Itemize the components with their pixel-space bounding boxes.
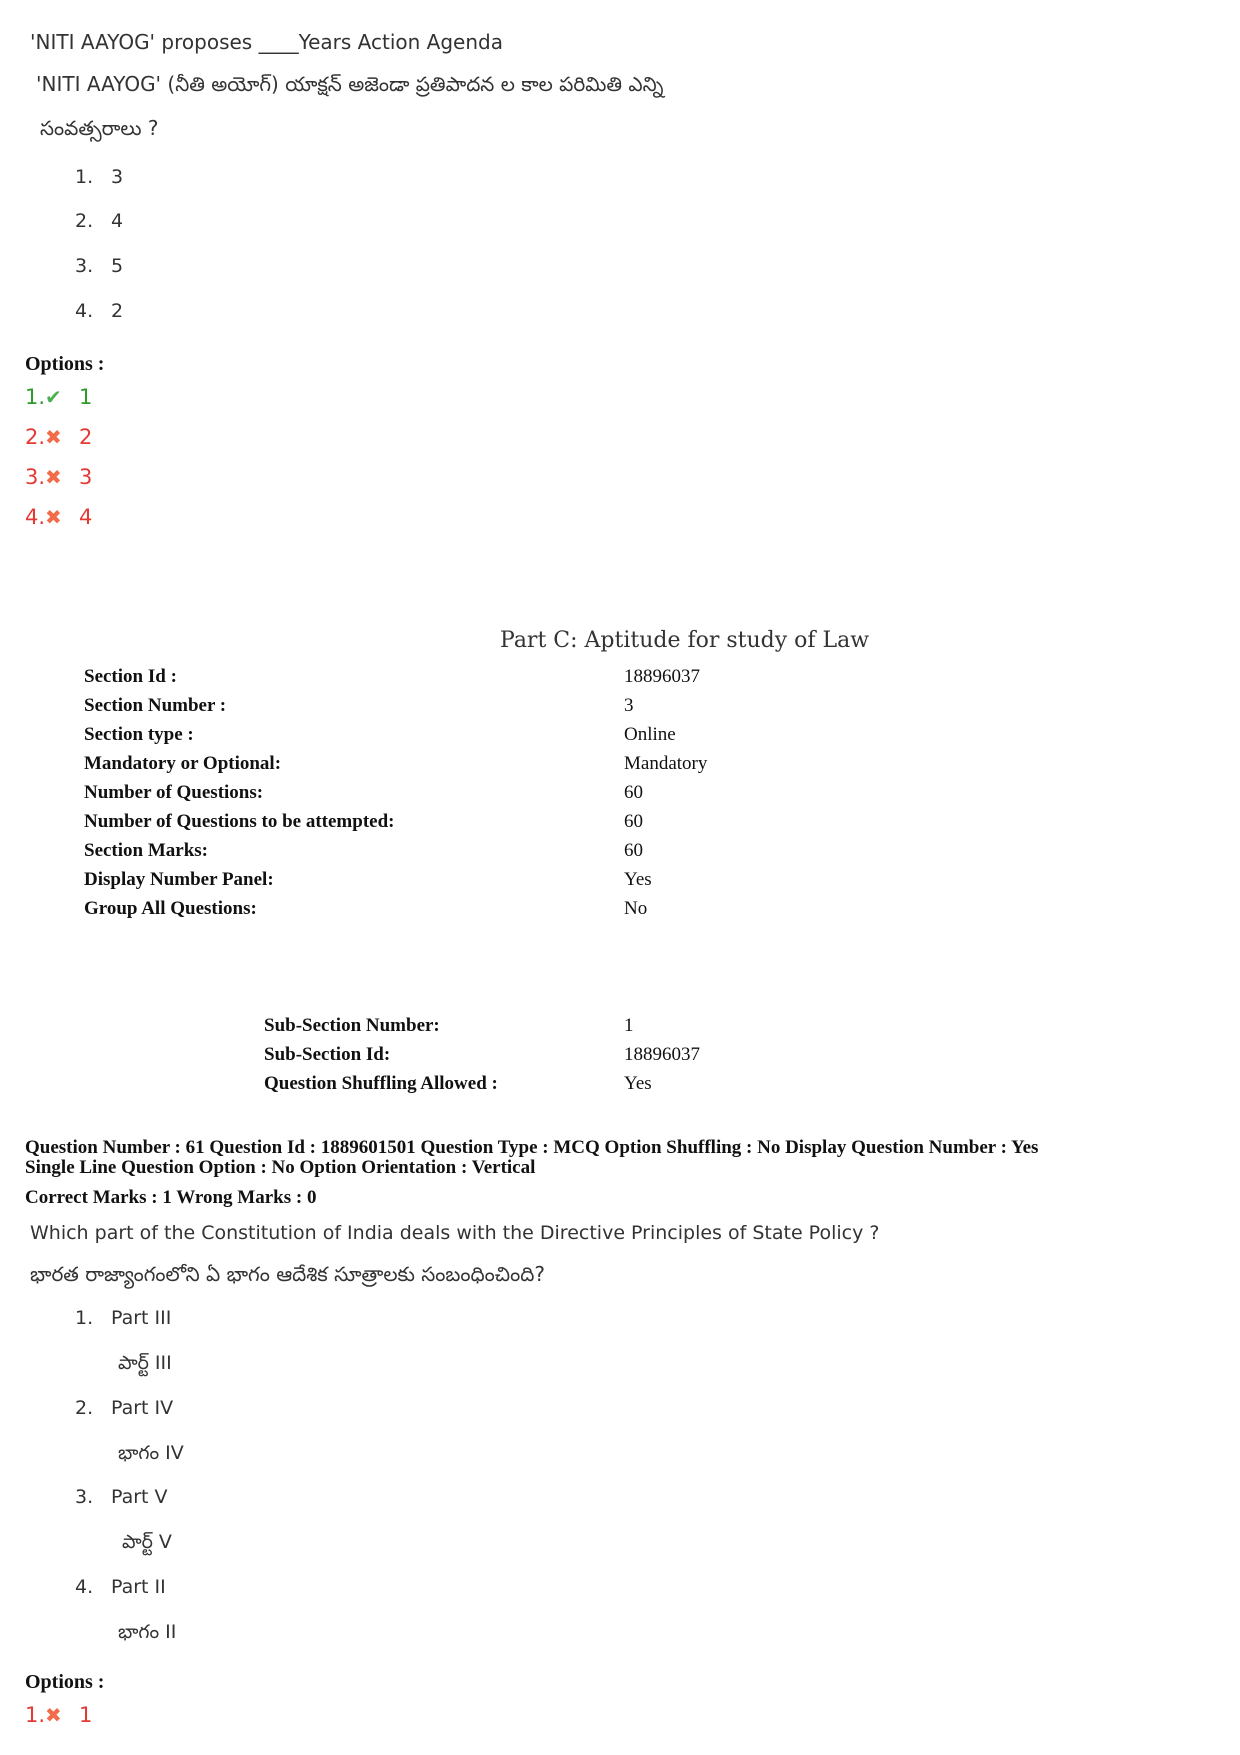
section-row [84, 782, 1084, 811]
q60-english-text: 'NITI AAYOG' proposes ____Years Action Agenda [30, 30, 503, 54]
q60-telugu-line2: సంవత్సరాలు ? [40, 116, 159, 140]
row-key: Sub-Section Id: [264, 1044, 391, 1065]
row-key: Group All Questions: [84, 898, 257, 919]
section-row [84, 869, 1084, 898]
option-value: 4 [79, 505, 93, 529]
row-value: 1 [624, 1015, 634, 1036]
row-key: Mandatory or Optional: [84, 753, 282, 774]
q61-choice-2-telugu: భాగం IV [118, 1442, 184, 1464]
choice-text: 5 [111, 255, 124, 277]
section-title: Part C: Aptitude for study of Law [500, 628, 870, 653]
row-value: 60 [624, 840, 643, 861]
section-info-table [84, 666, 1084, 927]
q61-option-1 [25, 1703, 92, 1727]
section-row [84, 811, 1084, 840]
section-row [84, 695, 1084, 724]
q60-choice-1 [75, 166, 123, 188]
subsection-info-table [264, 1015, 1064, 1102]
q61-english-text: Which part of the Constitution of India deals with the Directive Principles of State Policy ? [30, 1222, 880, 1244]
choice-number: 4. [75, 1576, 94, 1598]
q60-choice-2 [75, 210, 123, 232]
choice-text: 3 [111, 166, 124, 188]
q60-options-label: Options : [25, 353, 105, 375]
q60-telugu-line1: 'NITI AAYOG' (నీతి అయోగ్) యాక్షన్ అజెండా ప్రతిపాదన ల కాల పరిమితి ఎన్ని [36, 72, 664, 96]
subsection-row [264, 1044, 1064, 1073]
q61-header-line1: Question Number : 61 Question Id : 1889601501 Question Type : MCQ Option Shuffling : No Display Question Number : Yes [25, 1137, 1039, 1158]
q60-option-2 [25, 425, 92, 449]
q60-option-3 [25, 465, 92, 489]
q61-choice-1 [75, 1307, 171, 1329]
q61-telugu-text: భారత రాజ్యాంగంలోని ఏ భాగం ఆదేశిక సూత్రాలకు సంబంధించింది? [30, 1262, 545, 1286]
row-value: 18896037 [624, 1044, 700, 1065]
q60-option-4 [25, 505, 92, 529]
option-value: 1 [79, 1703, 93, 1727]
row-key: Section Marks: [84, 840, 209, 861]
choice-text: Part IV [111, 1397, 174, 1419]
choice-number: 3. [75, 255, 94, 277]
row-value: 18896037 [624, 666, 700, 687]
choice-number: 2. [75, 1397, 94, 1419]
choice-text: Part II [111, 1576, 166, 1598]
choice-number: 1. [75, 166, 94, 188]
q61-choice-4-telugu: భాగం II [118, 1621, 177, 1643]
section-row [84, 753, 1084, 782]
q60-option-1 [25, 385, 92, 409]
choice-text: Part III [111, 1307, 172, 1329]
q61-choice-4 [75, 1576, 166, 1598]
choice-text: 2 [111, 300, 124, 322]
row-key: Section Number : [84, 695, 227, 716]
subsection-row [264, 1073, 1064, 1102]
row-key: Number of Questions to be attempted: [84, 811, 395, 832]
row-value: 3 [624, 695, 634, 716]
cross-icon: ✖ [45, 1703, 62, 1727]
section-row [84, 840, 1084, 869]
choice-text: 4 [111, 210, 124, 232]
q60-choice-3 [75, 255, 123, 277]
option-value: 1 [79, 385, 93, 409]
option-number: 3. [25, 465, 46, 489]
cross-icon: ✖ [45, 465, 62, 489]
row-key: Section Id : [84, 666, 177, 687]
option-number: 4. [25, 505, 46, 529]
row-value: No [624, 898, 648, 919]
row-value: 60 [624, 811, 643, 832]
option-number: 2. [25, 425, 46, 449]
q61-choice-3 [75, 1486, 168, 1508]
check-icon: ✔ [45, 385, 62, 409]
section-row [84, 666, 1084, 695]
subsection-row [264, 1015, 1064, 1044]
section-row [84, 898, 1084, 927]
row-value: Online [624, 724, 676, 745]
choice-number: 3. [75, 1486, 94, 1508]
row-key: Display Number Panel: [84, 869, 274, 890]
q60-choice-4 [75, 300, 123, 322]
choice-text: Part V [111, 1486, 168, 1508]
choice-number: 1. [75, 1307, 94, 1329]
row-value: 60 [624, 782, 643, 803]
q61-choice-1-telugu: పార్ట్ III [118, 1352, 172, 1374]
choice-number: 2. [75, 210, 94, 232]
option-value: 2 [79, 425, 93, 449]
row-key: Section type : [84, 724, 194, 745]
row-key: Sub-Section Number: [264, 1015, 440, 1036]
cross-icon: ✖ [45, 425, 62, 449]
choice-number: 4. [75, 300, 94, 322]
row-value: Yes [624, 869, 652, 890]
row-key: Question Shuffling Allowed : [264, 1073, 498, 1094]
row-value: Yes [624, 1073, 652, 1094]
section-row [84, 724, 1084, 753]
q61-choice-3-telugu: పార్ట్ V [122, 1531, 172, 1553]
option-value: 3 [79, 465, 93, 489]
row-value: Mandatory [624, 753, 708, 774]
q61-marks-line: Correct Marks : 1 Wrong Marks : 0 [25, 1187, 317, 1208]
option-number: 1. [25, 385, 46, 409]
q61-choice-2 [75, 1397, 173, 1419]
option-number: 1. [25, 1703, 46, 1727]
q61-options-label: Options : [25, 1671, 105, 1693]
q61-header-line2: Single Line Question Option : No Option Orientation : Vertical [25, 1157, 536, 1178]
row-key: Number of Questions: [84, 782, 264, 803]
cross-icon: ✖ [45, 505, 62, 529]
